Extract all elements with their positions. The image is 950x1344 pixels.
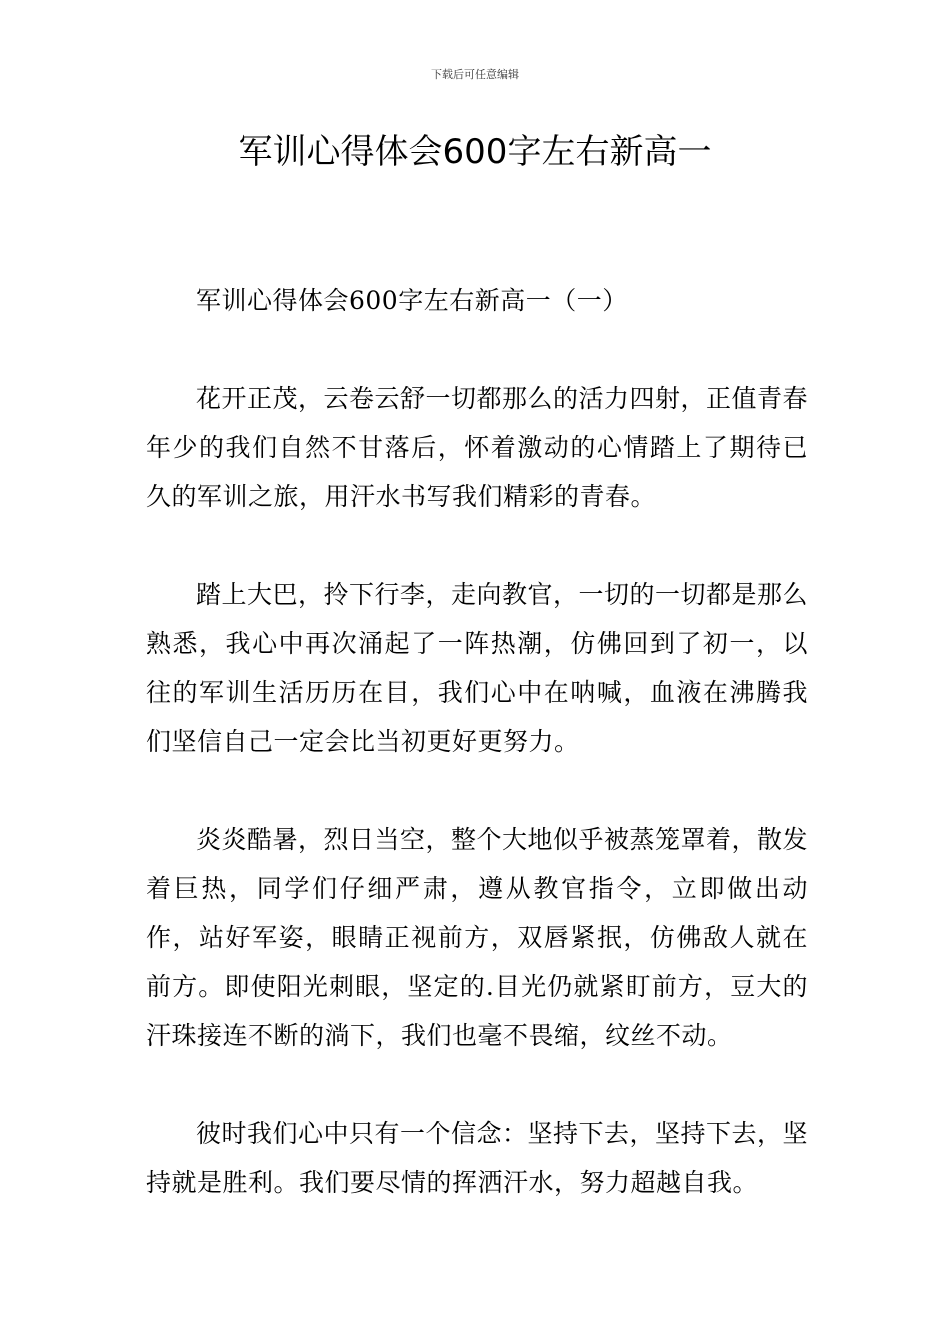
document-title: 军训心得体会600字左右新高一: [238, 132, 712, 172]
document-body: [146, 276, 808, 1256]
section-subtitle: 军训心得体会600字左右新高一（一）: [196, 286, 628, 315]
paragraph: 炎炎酷暑，烈日当空，整个大地似乎被蒸笼罩着，散发着巨热，同学们仔细严肃，遵从教官指令，立即做出动作，站好军姿，眼睛正视前方，双唇紧抿，仿佛敌人就在前方。即使阳光刺眼，坚定的.目光仍就紧盯前方，豆大的汗珠接连不断的淌下，我们也毫不畏缩，纹丝不动。: [146, 825, 809, 1050]
paragraph: 踏上大巴，拎下行李，走向教官，一切的一切都是那么熟悉，我心中再次涌起了一阵热潮，仿佛回到了初一，以往的军训生活历历在目，我们心中在呐喊，血液在沸腾我们坚信自己一定会比当初更好更努力。: [146, 580, 809, 756]
paragraph: 彼时我们心中只有一个信念：坚持下去，坚持下去，坚持就是胜利。我们要尽情的挥洒汗水，努力超越自我。: [146, 1119, 809, 1197]
header-note: 下载后可任意编辑: [431, 68, 519, 81]
paragraph: 花开正茂，云卷云舒一切都那么的活力四射，正值青春年少的我们自然不甘落后，怀着激动的心情踏上了期待已久的军训之旅，用汗水书写我们精彩的青春。: [146, 384, 809, 511]
